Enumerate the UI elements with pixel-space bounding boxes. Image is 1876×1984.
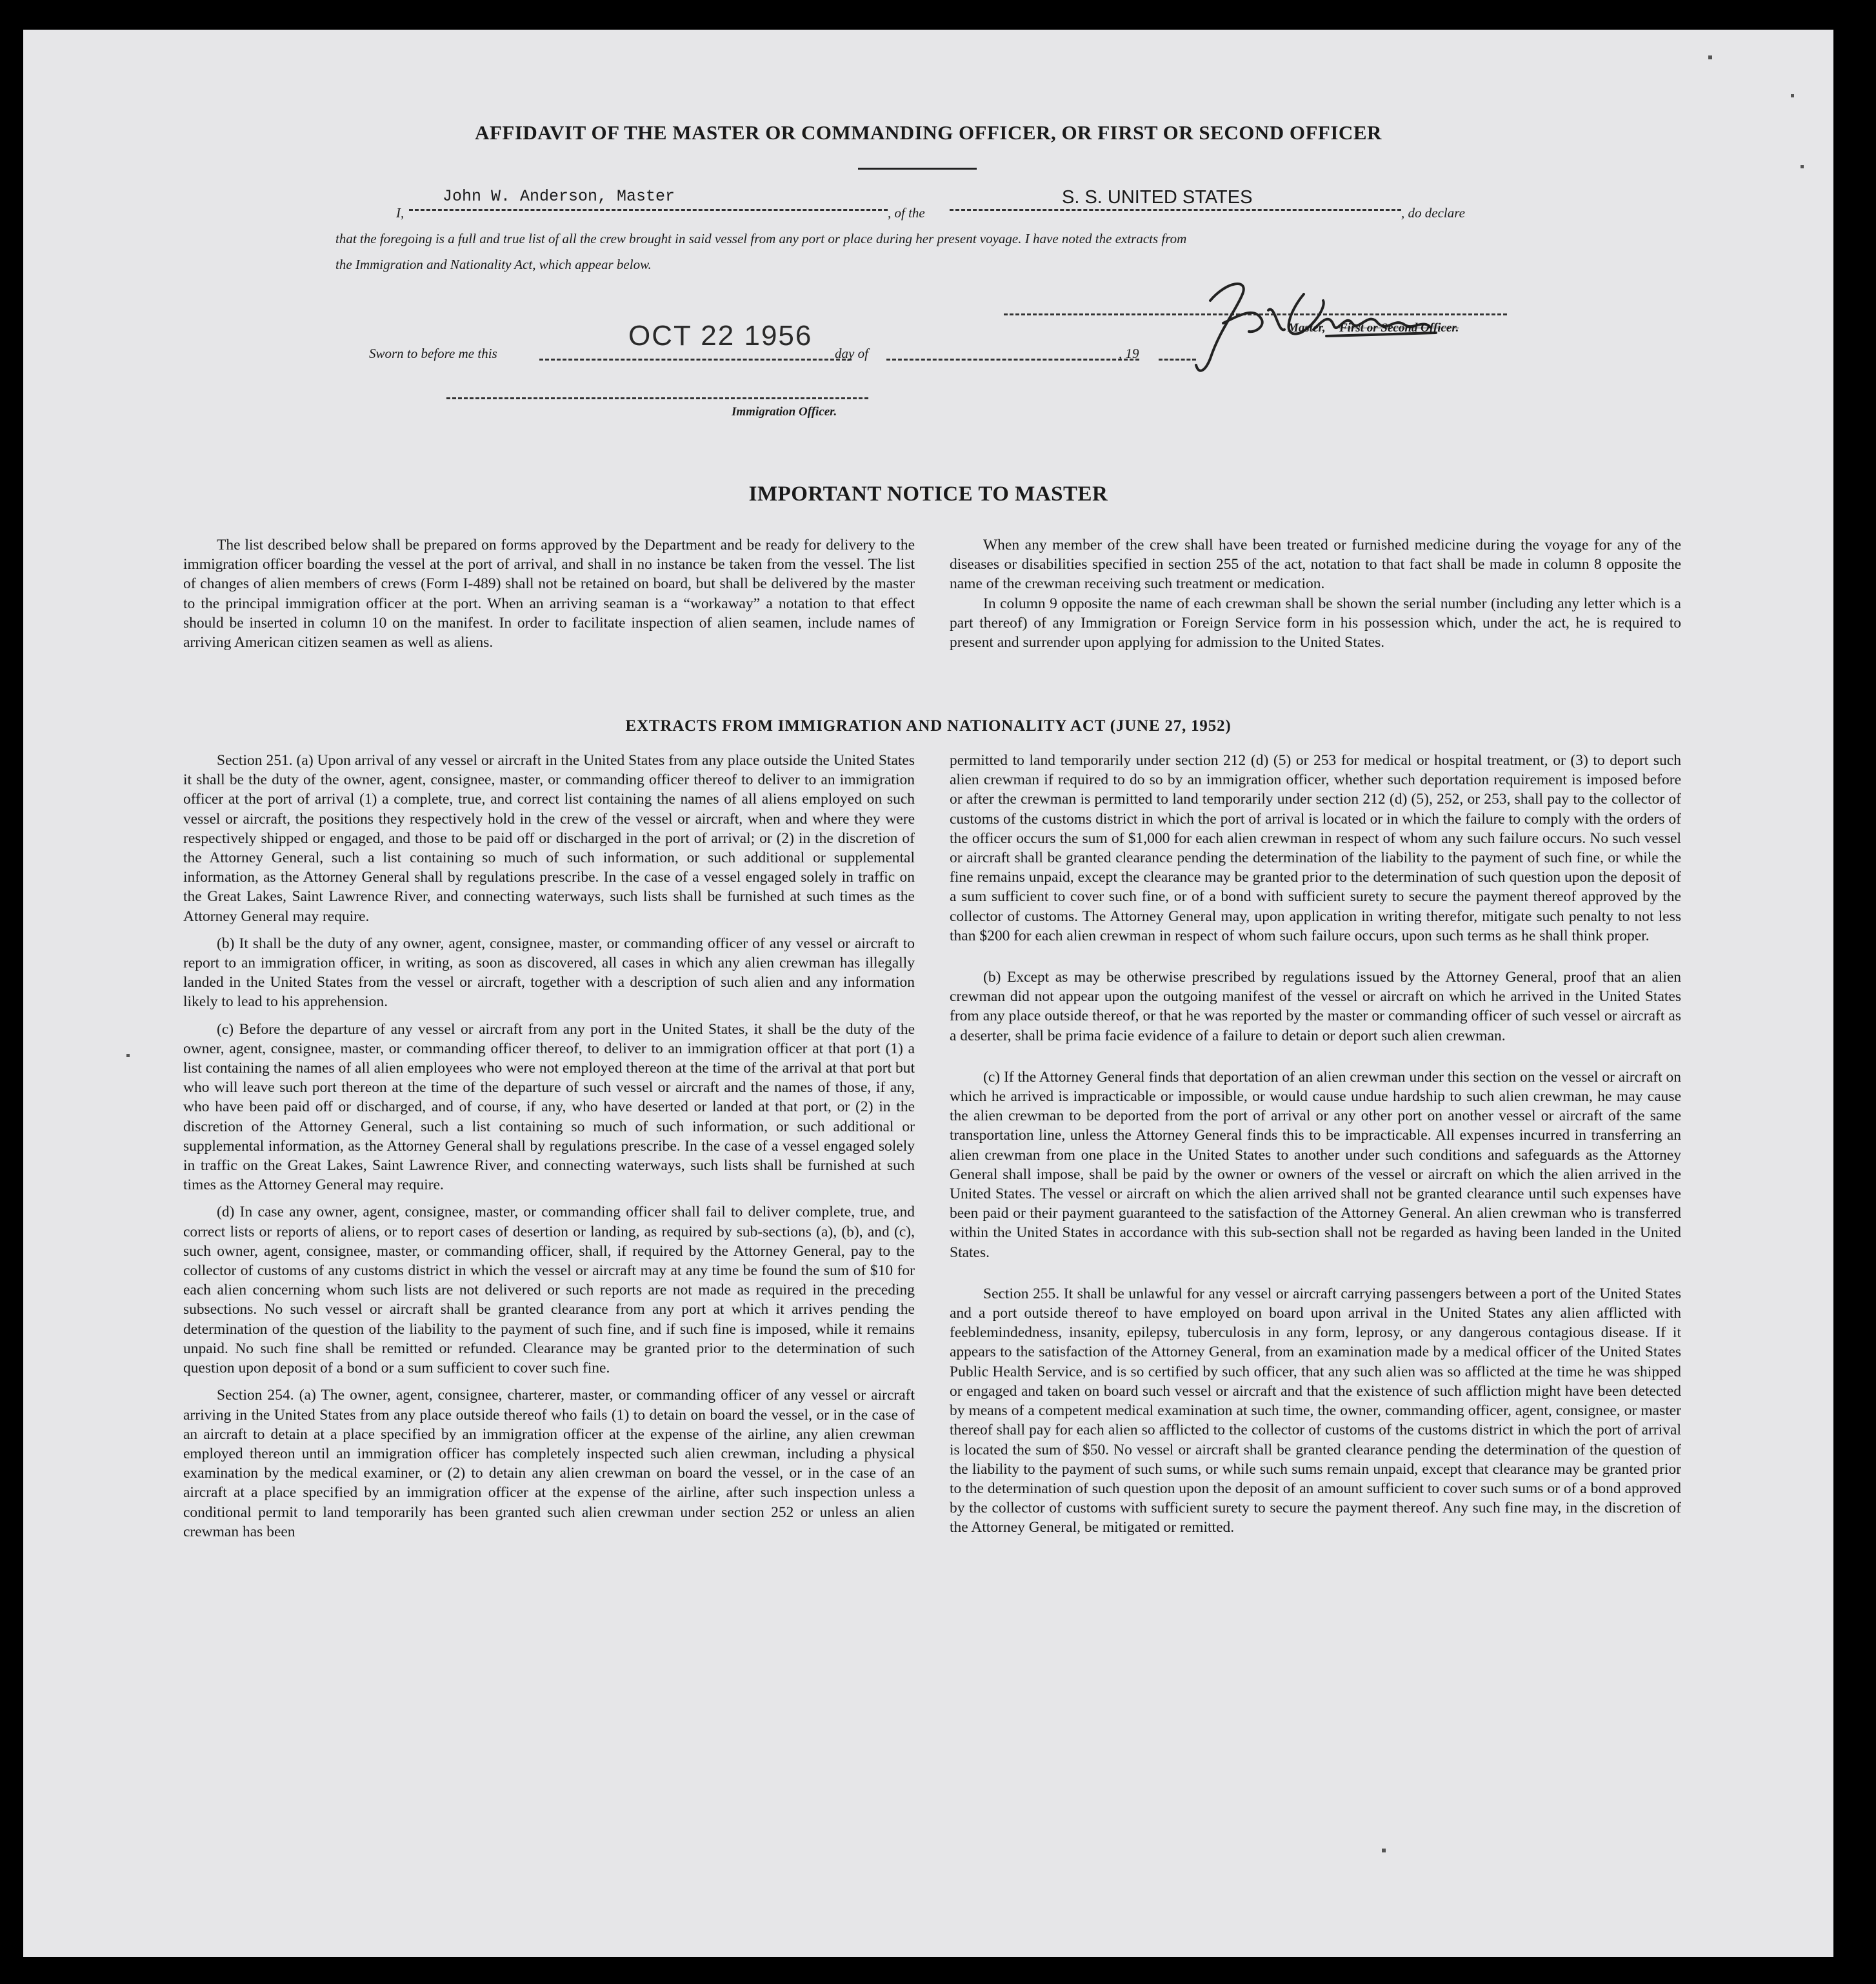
of-the-label: , of the bbox=[888, 205, 925, 221]
sworn-date-stamp[interactable]: OCT 22 1956 bbox=[628, 320, 813, 352]
notice-right-paragraph: When any member of the crew shall have been treated or furnished medicine during the voyage for any of the diseases or disabilities specified in section 255 of the act, notation to that fact shall be made in column 8 opposite the name of the crewman receiving such treatment or medication. bbox=[950, 537, 1681, 593]
section-254-c: (c) If the Attorney General finds that deportation of an alien crewman under this section on the vessel or aircraft on which he arrived is impracticable or impossible, or would cause undue hardship to such alien crewman, he may cause the alien crewman to be deported from the port of arrival or any other port on another vessel or aircraft of the same transportation line, unless the Attorney General finds this to be impracticable. All expenses incurred in transferring an alien crewman from one place in the United States to another under such conditions and safeguards as the Attorney General shall impose, shall be paid by the owner or owners of the vessel or aircraft on which the alien arrived in the United States. The vessel or aircraft on which the alien arrived shall not be granted clearance until such expenses have been paid or their payment guaranteed to the satisfaction of the Attorney General. An alien crewman who is transferred within the United States in accordance with this sub-section shall not be regarded as having been landed in the United States. bbox=[950, 1068, 1681, 1261]
scan-speck bbox=[1708, 55, 1712, 59]
affidavit-body-line-1: that the foregoing is a full and true list of all the crew brought in said vessel from any port or place during her present voyage. I have noted the extracts from bbox=[335, 231, 1187, 246]
vessel-line bbox=[950, 209, 1401, 211]
section-251-a: Section 251. (a) Upon arrival of any vessel or aircraft in the United States from any place outside the United States it shall be the duty of the owner, agent, consignee, master, or commanding officer thereof to deliver to an immigration officer at the port of arrival (1) a complete, true, and correct list containing the names of all aliens employed on such vessel or aircraft, the positions they respectively hold in the crew of the vessel or aircraft, when and where they were respectively shipped or engaged, and those to be paid off or discharged in the port of arrival; or (2) in the discretion of the Attorney General, such a list containing so much of such information, or such additional or supplemental information, as the Attorney General shall by regulations prescribe. In the case of a vessel engaged solely in traffic on the Great Lakes, Saint Lawrence River, and connecting waterways, such lists shall be furnished at such times as the Attorney General may require. bbox=[183, 752, 915, 925]
day-of-label: day of bbox=[835, 346, 868, 361]
day-of-line bbox=[886, 359, 1139, 361]
section-254-a-continued: permitted to land temporarily under section 212 (d) (5) or 253 for medical or hospital treatment, or (3) to deport such alien crewman if required to do so by an immigration officer, whether such deportation requirement is imposed before or after the crewman is permitted to land temporarily under section 212 (d) (5), 252, or 253, shall pay to the collector of customs of the customs district in which the port of arrival is located or in which the failure to comply with the orders of the officer occurs the sum of $1,000 for each alien crewman in respect of whom any such failure occurs. No such vessel or aircraft shall be granted clearance pending the determination of the liability to the payment of such fine, or while the fine remains unpaid, except the clearance may be granted prior to the determination of such question upon the deposit of a sum sufficient to cover such fine, or of a bond with sufficient surety to secure the payment thereof approved by the collector of customs. The Attorney General may, upon application in writing therefor, mitigate such penalty to not less than $200 for each alien crewman in respect of whom such failure occurs, upon such terms as he shall think proper. bbox=[950, 752, 1681, 944]
scan-speck bbox=[1791, 94, 1794, 97]
notice-right-paragraph: In column 9 opposite the name of each crewman shall be shown the serial number (including any letter which is a part thereof) of any Immigration or Foreign Service form in his possession which, under the act, he is required to present and surrender upon applying for admission to the United States. bbox=[950, 595, 1681, 651]
year-line bbox=[1159, 359, 1196, 361]
notice-left-paragraph: The list described below shall be prepared on forms approved by the Department and be ready for delivery to the immigration officer boarding the vessel at the port of arrival, and shall in no instance be taken from the vessel. The list of changes of alien members of crews (Form I-489) shall not be retained on board, but shall be delivered by the master to the principal immigration officer at the port. When an arriving seaman is a “workaway” a notation to that effect should be inserted in column 10 on the manifest. In order to facilitate inspection of alien seamen, include names of arriving American citizen seamen as well as aliens. bbox=[183, 537, 915, 651]
immigration-officer-line bbox=[446, 397, 868, 399]
scan-speck bbox=[126, 1054, 130, 1057]
do-declare-label: , do declare bbox=[1401, 205, 1465, 221]
notice-right-column bbox=[950, 535, 1681, 660]
master-name-line bbox=[409, 209, 888, 211]
signature-caption-struck: First or Second Officer. bbox=[1339, 321, 1459, 335]
signature-caption: Master, bbox=[1288, 321, 1326, 335]
immigration-officer-caption: Immigration Officer. bbox=[732, 405, 837, 419]
vessel-value[interactable]: S. S. UNITED STATES bbox=[1062, 187, 1253, 208]
extracts-title: EXTRACTS FROM IMMIGRATION AND NATIONALITY ACT (JUNE 27, 1952) bbox=[625, 717, 1232, 735]
sworn-date-line bbox=[539, 359, 852, 361]
scan-speck bbox=[1801, 165, 1804, 168]
notice-title: IMPORTANT NOTICE TO MASTER bbox=[748, 482, 1108, 506]
extracts-left-column bbox=[183, 751, 915, 1549]
affidavit-title: AFFIDAVIT OF THE MASTER OR COMMANDING OFFICER, OR FIRST OR SECOND OFFICER bbox=[475, 121, 1382, 144]
section-254-a: Section 254. (a) The owner, agent, consignee, charterer, master, or commanding officer of any vessel or aircraft arriving in the United States from any place outside thereof who fails (1) to detain on board the vessel, or in the case of an aircraft to detain at a place specified by an immigration officer at the expense of the airline, any alien crewman employed thereon until an immigration officer has completely inspected such alien crewman, including a physical examination by the medical examiner, or (2) to detain any alien crewman on board the vessel, or in the case of an aircraft at a place specified by an immigration officer at the expense of the airline, after such inspection unless a conditional permit to land temporarily has been granted such alien crewman under section 252 or unless an alien crewman has been bbox=[183, 1387, 915, 1540]
section-251-c: (c) Before the departure of any vessel or aircraft from any port in the United States, it shall be the duty of the owner, agent, consignee, master, or commanding officer thereof, to deliver to an immigration officer at that port (1) a list containing the names of all alien employees who were not employed thereon at the time of the arrival at that port but who will leave such port thereon at the time of the departure of such vessel or aircraft and the names of those, if any, who have been paid off or discharged, and of course, if any, who have deserted or landed at that port, or (2) in the discretion of the Attorney General, such a list containing so much of such information, or such additional or supplemental information, as the Attorney General shall by regulations prescribe. In the case of a vessel engaged solely in traffic on the Great Lakes, Saint Lawrence River, and connecting waterways, such lists shall be furnished at such times as the Attorney General may require. bbox=[183, 1020, 915, 1194]
section-251-d: (d) In case any owner, agent, consignee, master, or commanding officer shall fail to deliver complete, true, and correct lists or reports of aliens, or to report cases of desertion or landing, as required by sub-sections (a), (b), and (c), such owner, agent, consignee, master, or commanding officer, shall, if required by the Attorney General, pay to the collector of customs of any customs district in which the vessel or aircraft may at any time be found the sum of $10 for each alien concerning whom such lists are not delivered or such reports are not made as required in the preceding subsections. No such vessel or aircraft shall be granted clearance from any port at which it arrives pending the determination of the question of the liability to the payment of such fine, and if such fine is imposed, while it remains unpaid. No such fine shall be remitted or refunded. Clearance may be granted prior to the determination of such question upon deposit of a bond or a sum sufficient to cover such fine. bbox=[183, 1204, 915, 1377]
master-name-value[interactable]: John W. Anderson, Master bbox=[443, 187, 675, 206]
scan-speck bbox=[1382, 1849, 1386, 1852]
extracts-right-column bbox=[950, 751, 1681, 1545]
notice-left-column bbox=[183, 535, 915, 660]
section-251-b: (b) It shall be the duty of any owner, agent, consignee, master, or commanding officer of any vessel or aircraft to report to an immigration officer, in writing, as soon as discovered, all cases in which any alien crewman has illegally landed in the United States from the vessel or aircraft, together with a description of such alien and any information likely to lead to his apprehension. bbox=[183, 935, 915, 1011]
affidavit-body-line-2: the Immigration and Nationality Act, which appear below. bbox=[335, 257, 652, 272]
section-254-b: (b) Except as may be otherwise prescribed by regulations issued by the Attorney General, proof that an alien crewman did not appear upon the outgoing manifest of the vessel or aircraft on which he arrived in the United States from any place outside thereof, or that he was reported by the master or commanding officer of such vessel or aircraft as a deserter, shall be prima facie evidence of a failure to detain or deport such alien crewman. bbox=[950, 969, 1681, 1044]
title-rule bbox=[858, 168, 977, 170]
document-page bbox=[23, 30, 1833, 1957]
section-255: Section 255. It shall be unlawful for any vessel or aircraft carrying passengers between a port of the United States and a port outside thereof to have employed on board upon arrival in the United States any alien afflicted with feeblemindedness, insanity, epilepsy, tuberculosis in any form, leprosy, or any dangerous contagious disease. If it appears to the satisfaction of the Attorney General, from an examination made by a medical officer of the United States Public Health Service, and is so certified by such officer, that any such alien was so afflicted at the time he was shipped or engaged and taken on board such vessel or aircraft and that the existence of such affliction might have been detected by means of a competent medical examination at such time, the owner, commanding officer, agent, consignee, or master thereof shall pay for each alien so afflicted to the collector of customs of the customs district in which the port of arrival is located the sum of $50. No vessel or aircraft shall be granted clearance pending the determination of the question of the liability to the payment of such sums, or while such sums remain unpaid, except that clearance may be granted prior to the determination of such question upon the deposit of an amount sufficient to cover such sums or of a bond approved by the collector of customs with sufficient surety to secure the payment thereof. Any such fine may, in the discretion of the Attorney General, be mitigated or remitted. bbox=[950, 1285, 1681, 1536]
i-label: I, bbox=[396, 205, 404, 221]
sworn-label: Sworn to before me this bbox=[369, 346, 497, 361]
year-label: , 19 bbox=[1119, 346, 1139, 361]
